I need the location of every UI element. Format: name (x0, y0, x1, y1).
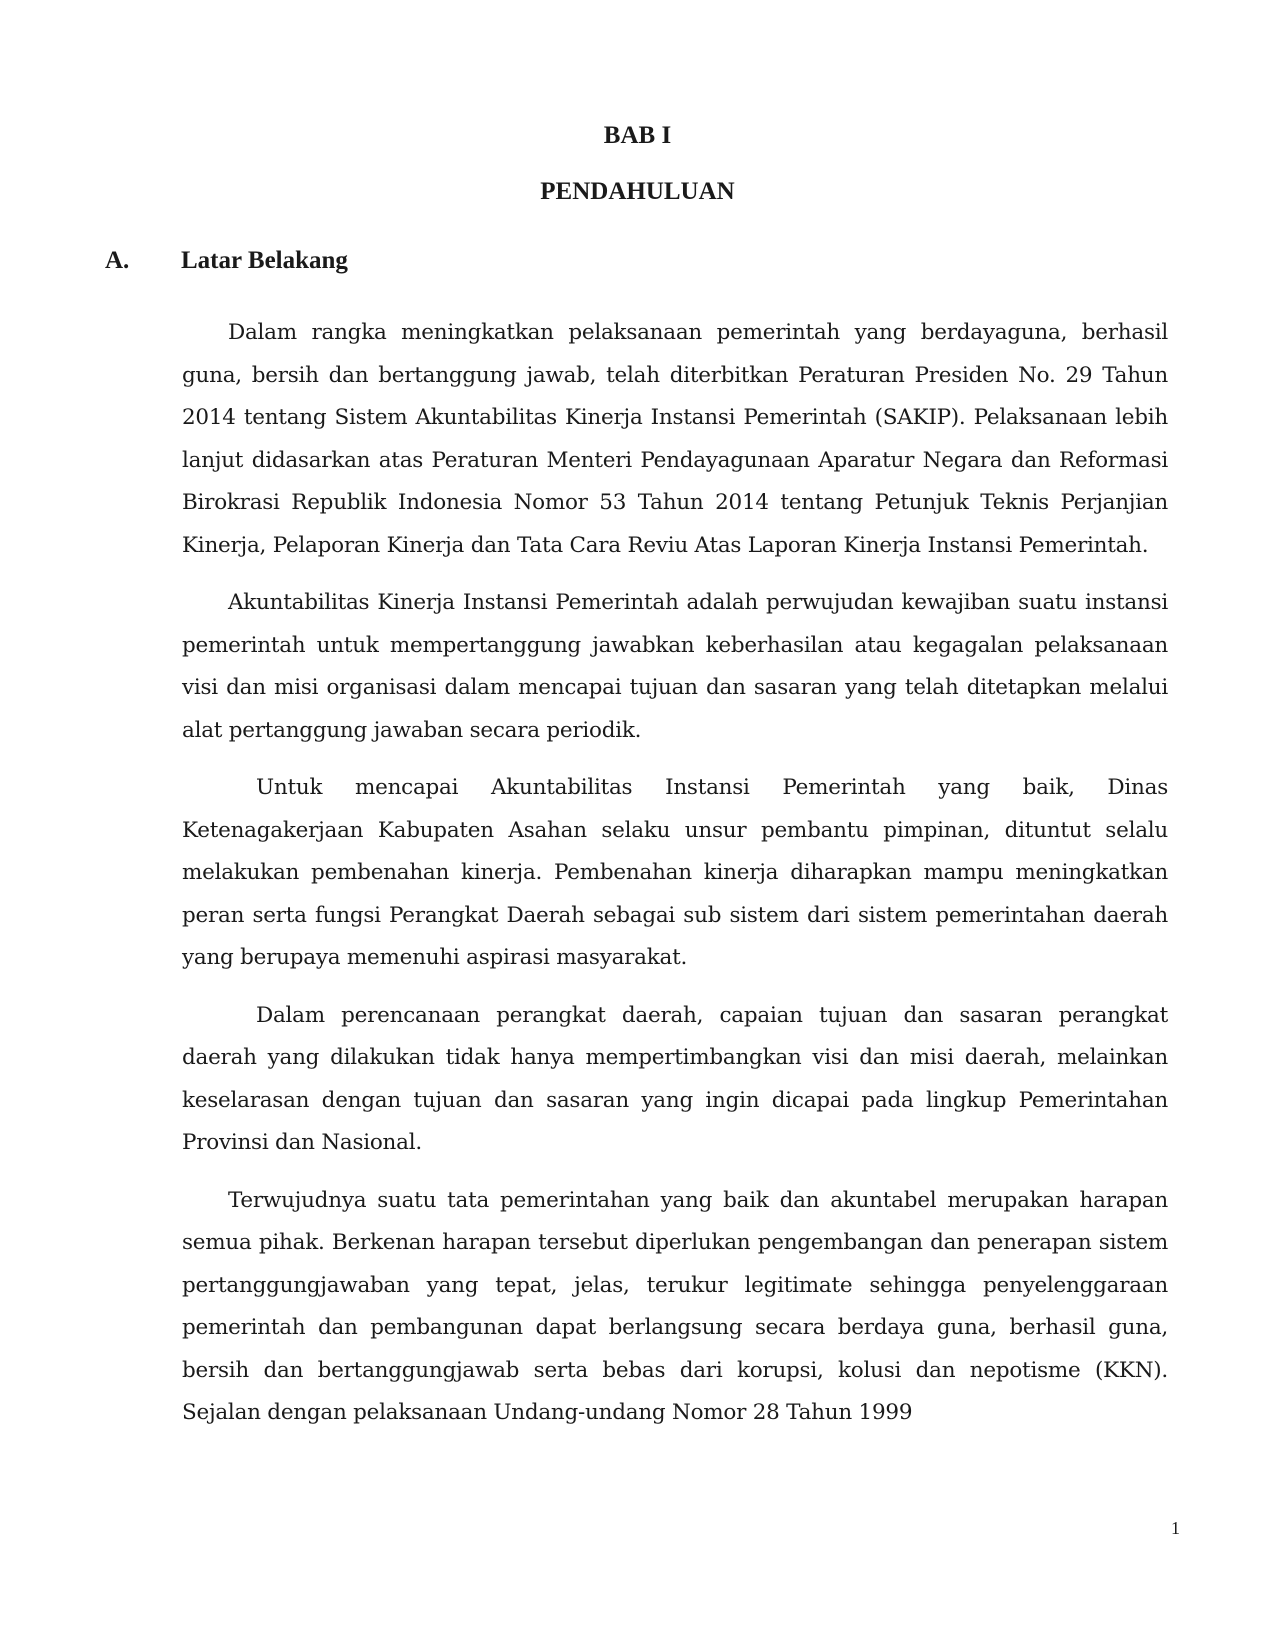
chapter-title: PENDAHULUAN (540, 178, 735, 205)
section-heading (105, 247, 348, 275)
paragraph-1: Dalam rangka meningkatkan pelaksanaan pemerintah yang berdayaguna, berhasil guna, bersih dan bertanggung jawab, telah diterbitkan Peraturan Presiden No. 29 Tahun 2014 tentang Sistem Akuntabilitas Kinerja Instansi Pemerintah (SAKIP). Pelaksanaan lebih lanjut didasarkan atas Peraturan Menteri Pendayagunaan Aparatur Negara dan Reformasi Birokrasi Republik Indonesia Nomor 53 Tahun 2014 tentang Petunjuk Teknis Perjanjian Kinerja, Pelaporan Kinerja dan Tata Cara Reviu Atas Laporan Kinerja Instansi Pemerintah. (182, 320, 1168, 558)
body-text (182, 312, 1168, 1450)
paragraph-5: Terwujudnya suatu tata pemerintahan yang baik dan akuntabel merupakan harapan semua pihak. Berkenan harapan tersebut diperlukan pengembangan dan penerapan sistem pertanggungjawaban yang tepat, jelas, terukur legitimate sehingga penyelenggaraan pemerintah dan pembangunan dapat berlangsung secara berdaya guna, berhasil guna, bersih dan bertanggungjawab serta bebas dari korupsi, kolusi dan nepotisme (KKN). Sejalan dengan pelaksanaan Undang-undang Nomor 28 Tahun 1999 (182, 1187, 1168, 1425)
paragraph-3: Untuk mencapai Akuntabilitas Instansi Pemerintah yang baik, Dinas Ketenagakerjaan Kabupaten Asahan selaku unsur pembantu pimpinan, dituntut selalu melakukan pembenahan kinerja. Pembenahan kinerja diharapkan mampu meningkatkan peran serta fungsi Perangkat Daerah sebagai sub sistem dari sistem pemerintahan daerah yang berupaya memenuhi aspirasi masyarakat. (182, 775, 1168, 970)
paragraph-4: Dalam perencanaan perangkat daerah, capaian tujuan dan sasaran perangkat daerah yang dilakukan tidak hanya mempertimbangkan visi dan misi daerah, melainkan keselarasan dengan tujuan dan sasaran yang ingin dicapai pada lingkup Pemerintahan Provinsi dan Nasional. (182, 1002, 1168, 1155)
section-letter: A. (105, 247, 130, 274)
chapter-number: BAB I (603, 122, 672, 149)
section-title: Latar Belakang (181, 247, 348, 274)
page-number: 1 (1171, 1518, 1180, 1538)
paragraph-2: Akuntabilitas Kinerja Instansi Pemerintah adalah perwujudan kewajiban suatu instansi pemerintah untuk mempertanggung jawabkan keberhasilan atau kegagalan pelaksanaan visi dan misi organisasi dalam mencapai tujuan dan sasaran yang telah ditetapkan melalui alat pertanggung jawaban secara periodik. (182, 590, 1168, 743)
